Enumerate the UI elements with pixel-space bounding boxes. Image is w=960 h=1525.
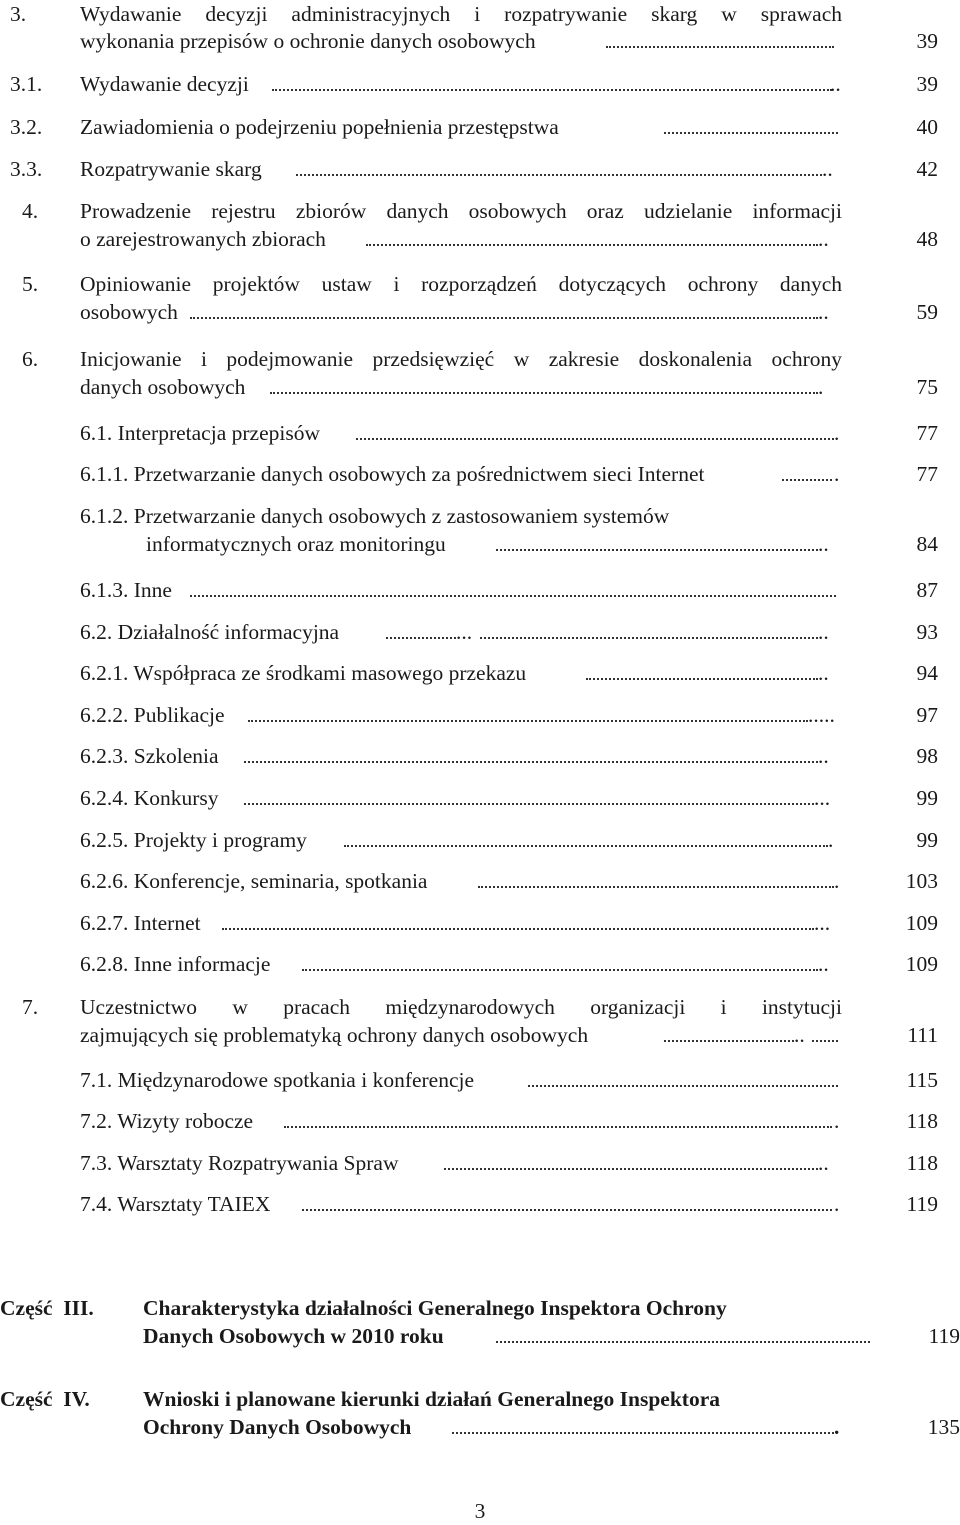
dot-leader (356, 424, 834, 440)
leader-suffix: .. (794, 1023, 805, 1047)
page-number: 135 (927, 1415, 960, 1439)
dot-leader (812, 1026, 838, 1042)
page-number: 42 (916, 157, 938, 181)
dot-leader (496, 1327, 870, 1343)
page-number: 94 (916, 661, 938, 685)
page-number: 77 (916, 421, 938, 445)
entry-title: Wydawanie decyzji (80, 72, 249, 96)
part-label: Część III. (0, 1296, 94, 1320)
page-number: 87 (916, 578, 938, 602)
entry-title-line2: danych osobowych (80, 375, 246, 399)
entry-title: 6.2. Działalność informacyjna (80, 620, 340, 644)
leader-suffix: . (834, 1415, 840, 1439)
entry-title-line2: osobowych (80, 300, 178, 324)
part-label: Część IV. (0, 1387, 90, 1411)
leader-suffix: ... (814, 786, 831, 810)
entry-number: 5. (22, 272, 39, 296)
dot-leader (606, 32, 834, 48)
dot-leader (586, 664, 818, 680)
leader-mid: ... (456, 620, 473, 644)
entry-title: 7.4. Warsztaty TAIEX (80, 1192, 271, 1216)
part-title-line2: Ochrony Danych Osobowych (143, 1415, 412, 1439)
dot-leader (302, 1195, 832, 1211)
page-number: 98 (916, 744, 938, 768)
page-number: 97 (916, 703, 938, 727)
leader-suffix: . (834, 1192, 840, 1216)
entry-number: 3.1. (10, 72, 43, 96)
leader-suffix: ..... (808, 703, 835, 727)
dot-leader (782, 465, 832, 481)
entry-title: 6.2.8. Inne informacje (80, 952, 271, 976)
dot-leader (452, 1418, 834, 1434)
dot-leader (664, 1026, 794, 1042)
entry-number: 3.3. (10, 157, 43, 181)
leader-suffix: .. (818, 744, 829, 768)
part-title-line1: Charakterystyka działalności Generalnego Inspektora Ochrony (143, 1296, 727, 1320)
page-number: 48 (916, 227, 938, 251)
page-number: 109 (905, 952, 938, 976)
dot-leader (296, 160, 822, 176)
leader-suffix: . (818, 375, 824, 399)
dot-leader (366, 230, 818, 246)
entry-number: 3. (10, 2, 27, 26)
leader-suffix: . (828, 828, 834, 852)
entry-title: 6.1.1. Przetwarzanie danych osobowych za pośrednictwem sieci Internet (80, 462, 705, 486)
page-number: 39 (916, 72, 938, 96)
entry-title-line1: Inicjowanie i podejmowanie przedsięwzięć w zakresie doskonalenia ochrony (80, 347, 842, 371)
page-number: 99 (916, 786, 938, 810)
page-number: 118 (906, 1109, 938, 1133)
entry-title: 7.2. Wizyty robocze (80, 1109, 254, 1133)
dot-leader (478, 872, 834, 888)
entry-title-line2: o zarejestrowanych zbiorach (80, 227, 326, 251)
leader-suffix: . (834, 421, 840, 445)
page-number: 119 (906, 1192, 938, 1216)
leader-suffix: .. (822, 157, 833, 181)
dot-leader (302, 955, 818, 971)
dot-leader (190, 581, 836, 597)
entry-title-line1: Wydawanie decyzji administracyjnych i rozpatrywanie skarg w sprawach (80, 2, 842, 26)
entry-number: 6. (22, 347, 39, 371)
entry-title: 6.1. Interpretacja przepisów (80, 421, 320, 445)
leader-suffix: . (834, 462, 840, 486)
leader-suffix: .. (818, 952, 829, 976)
entry-number: 7. (22, 995, 39, 1019)
page-number: 109 (905, 911, 938, 935)
dot-leader (244, 747, 818, 763)
entry-title: Zawiadomienia o podejrzeniu popełnienia przestępstwa (80, 115, 559, 139)
page-number: 40 (916, 115, 938, 139)
page-number: 115 (906, 1068, 938, 1092)
page-number: 103 (905, 869, 938, 893)
page-number: 99 (916, 828, 938, 852)
dot-leader (664, 118, 838, 134)
leader-suffix: .. (818, 300, 829, 324)
page-number: 39 (916, 29, 938, 53)
entry-title: 6.2.5. Projekty i programy (80, 828, 307, 852)
dot-leader (270, 378, 818, 394)
entry-title-line1: 6.1.2. Przetwarzanie danych osobowych z zastosowaniem systemów (80, 504, 670, 528)
dot-leader (222, 914, 814, 930)
leader-suffix: . (834, 1109, 840, 1133)
entry-number: 3.2. (10, 115, 43, 139)
dot-leader (284, 1112, 832, 1128)
page-number: 84 (916, 532, 938, 556)
dot-leader (272, 75, 832, 91)
dot-leader (386, 623, 456, 639)
entry-title: 7.3. Warsztaty Rozpatrywania Spraw (80, 1151, 399, 1175)
dot-leader (244, 789, 814, 805)
entry-title-line1: Uczestnictwo w pracach międzynarodowych organizacji i instytucji (80, 995, 842, 1019)
page-number: 77 (916, 462, 938, 486)
page-number: 111 (907, 1023, 938, 1047)
leader-suffix: .. (818, 227, 829, 251)
entry-title-line1: Prowadzenie rejestru zbiorów danych osobowych oraz udzielanie informacji (80, 199, 842, 223)
entry-title: 6.1.3. Inne (80, 578, 172, 602)
dot-leader (496, 535, 818, 551)
entry-title-line2: wykonania przepisów o ochronie danych osobowych (80, 29, 536, 53)
dot-leader (190, 303, 818, 319)
entry-title-line1: Opiniowanie projektów ustaw i rozporządzeń dotyczących ochrony danych (80, 272, 842, 296)
dot-leader (248, 706, 808, 722)
leader-suffix: .. (818, 1151, 829, 1175)
entry-title: 6.2.1. Współpraca ze środkami masowego przekazu (80, 661, 527, 685)
entry-title: 6.2.3. Szkolenia (80, 744, 219, 768)
leader-suffix: .. (818, 661, 829, 685)
dot-leader (480, 623, 818, 639)
page-footer-number: 3 (474, 1499, 486, 1523)
entry-title-line2: zajmujących się problematyką ochrony danych osobowych (80, 1023, 589, 1047)
dot-leader (344, 831, 828, 847)
dot-leader (528, 1071, 838, 1087)
entry-title: 6.2.6. Konferencje, seminaria, spotkania (80, 869, 428, 893)
leader-suffix: .. (818, 532, 829, 556)
entry-title: 6.2.2. Publikacje (80, 703, 225, 727)
leader-suffix: . (834, 869, 840, 893)
leader-suffix: ... (814, 911, 831, 935)
dot-leader (444, 1154, 818, 1170)
part-title-line1: Wnioski i planowane kierunki działań Generalnego Inspektora (143, 1387, 721, 1411)
entry-title: 7.1. Międzynarodowe spotkania i konferencje (80, 1068, 475, 1092)
entry-title: Rozpatrywanie skarg (80, 157, 262, 181)
page-number: 59 (916, 300, 938, 324)
entry-number: 4. (22, 199, 39, 223)
leader-suffix: .. (830, 72, 841, 96)
page-number: 118 (906, 1151, 938, 1175)
part-title-line2: Danych Osobowych w 2010 roku (143, 1324, 444, 1348)
page-number: 75 (916, 375, 938, 399)
page-number: 119 (928, 1324, 960, 1348)
leader-suffix: .. (818, 620, 829, 644)
entry-title: 6.2.4. Konkursy (80, 786, 219, 810)
entry-title: 6.2.7. Internet (80, 911, 201, 935)
entry-title-line2: informatycznych oraz monitoringu (146, 532, 446, 556)
page-number: 93 (916, 620, 938, 644)
